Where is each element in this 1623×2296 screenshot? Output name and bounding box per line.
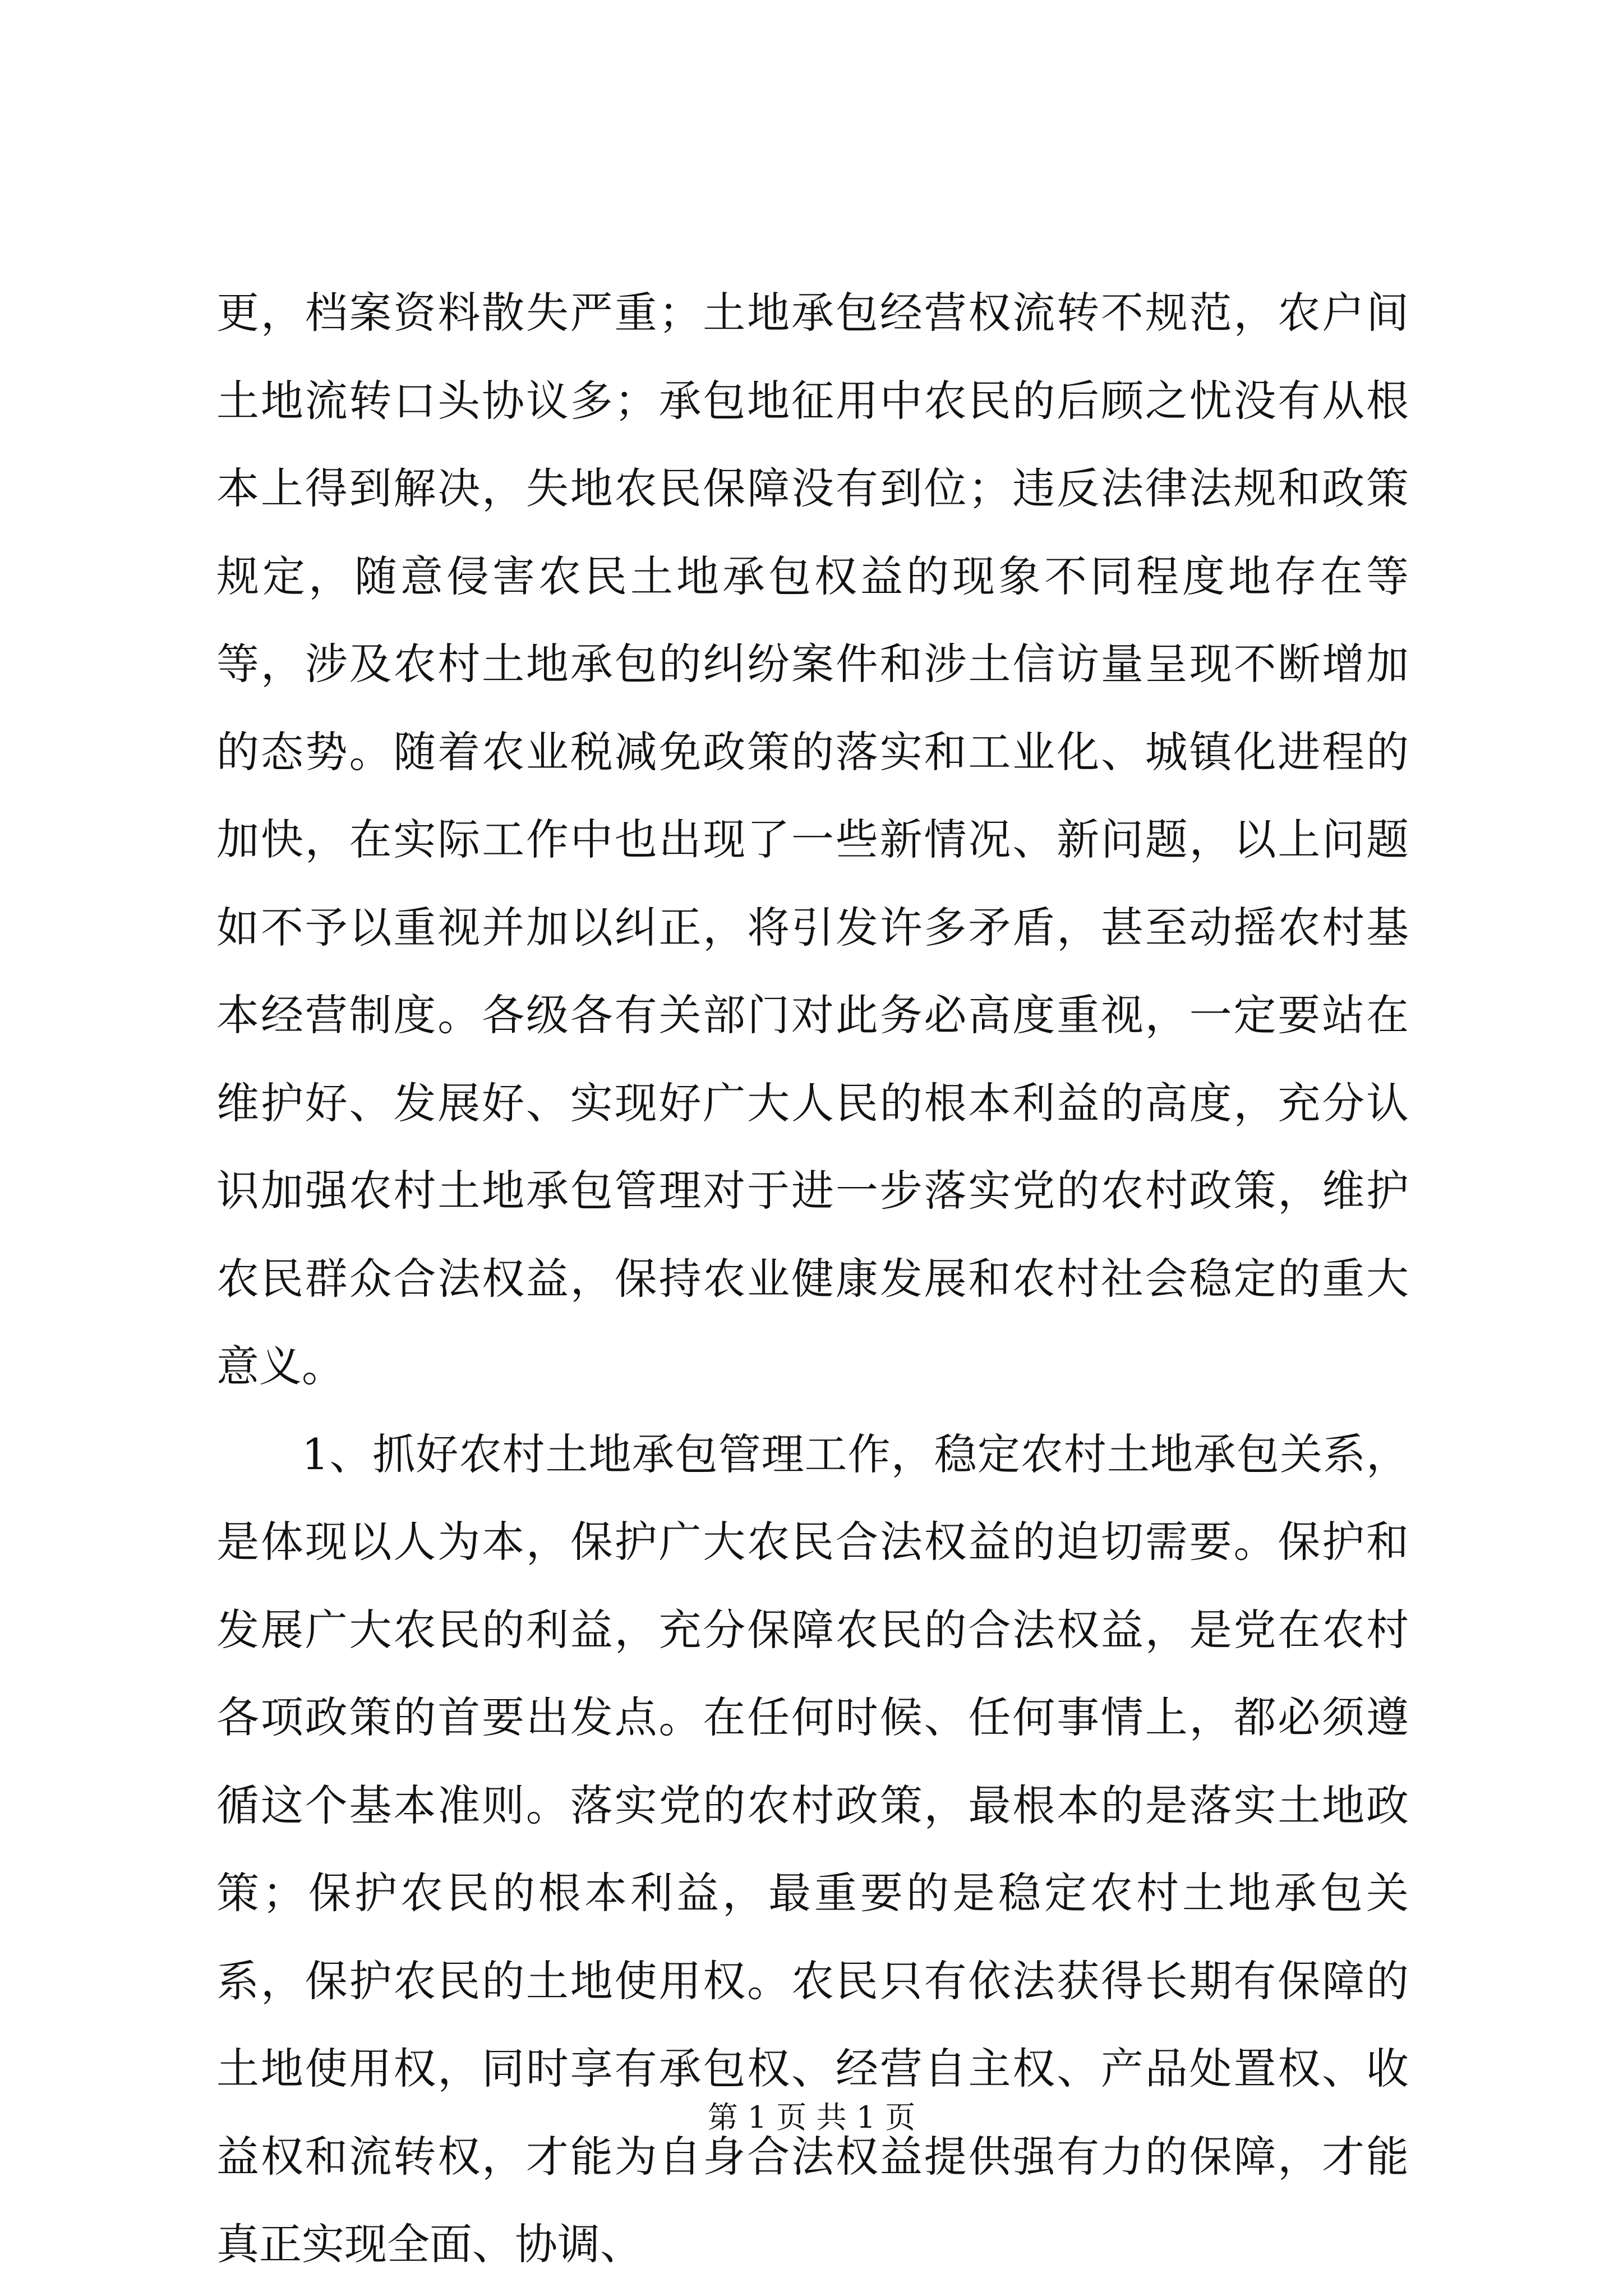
document-body xyxy=(216,269,1409,2289)
paragraph-2: 1、抓好农村土地承包管理工作，稳定农村土地承包关系，是体现以人为本，保护广大农民合法权益的迫切需要。保护和发展广大农民的利益，充分保障农民的合法权益，是党在农村各项政策的首要出发点。在任何时候、任何事情上，都必须遵循这个基本准则。落实党的农村政策，最根本的是落实土地政策；保护农民的根本利益，最重要的是稳定农村土地承包关系，保护农民的土地使用权。农民只有依法获得长期有保障的土地使用权，同时享有承包权、经营自主权、产品处置权、收益权和流转权，才能为自身合法权益提供强有力的保障，才能真正实现全面、协调、 xyxy=(216,1429,1409,2269)
page-number-footer: 第 1 页 共 1 页 xyxy=(707,2100,916,2135)
paragraph-1: 更，档案资料散失严重；土地承包经营权流转不规范，农户间土地流转口头协议多；承包地征用中农民的后顾之忧没有从根本上得到解决，失地农民保障没有到位；违反法律法规和政策规定，随意侵害农民土地承包权益的现象不同程度地存在等等，涉及农村土地承包的纠纷案件和涉土信访量呈现不断增加的态势。随着农业税减免政策的落实和工业化、城镇化进程的加快，在实际工作中也出现了一些新情况、新问题，以上问题如不予以重视并加以纠正，将引发许多矛盾，甚至动摇农村基本经营制度。各级各有关部门对此务必高度重视，一定要站在维护好、发展好、实现好广大人民的根本利益的高度，充分认识加强农村土地承包管理对于进一步落实党的农村政策，维护农民群众合法权益，保持农业健康发展和农村社会稳定的重大意义。 xyxy=(216,288,1409,1391)
